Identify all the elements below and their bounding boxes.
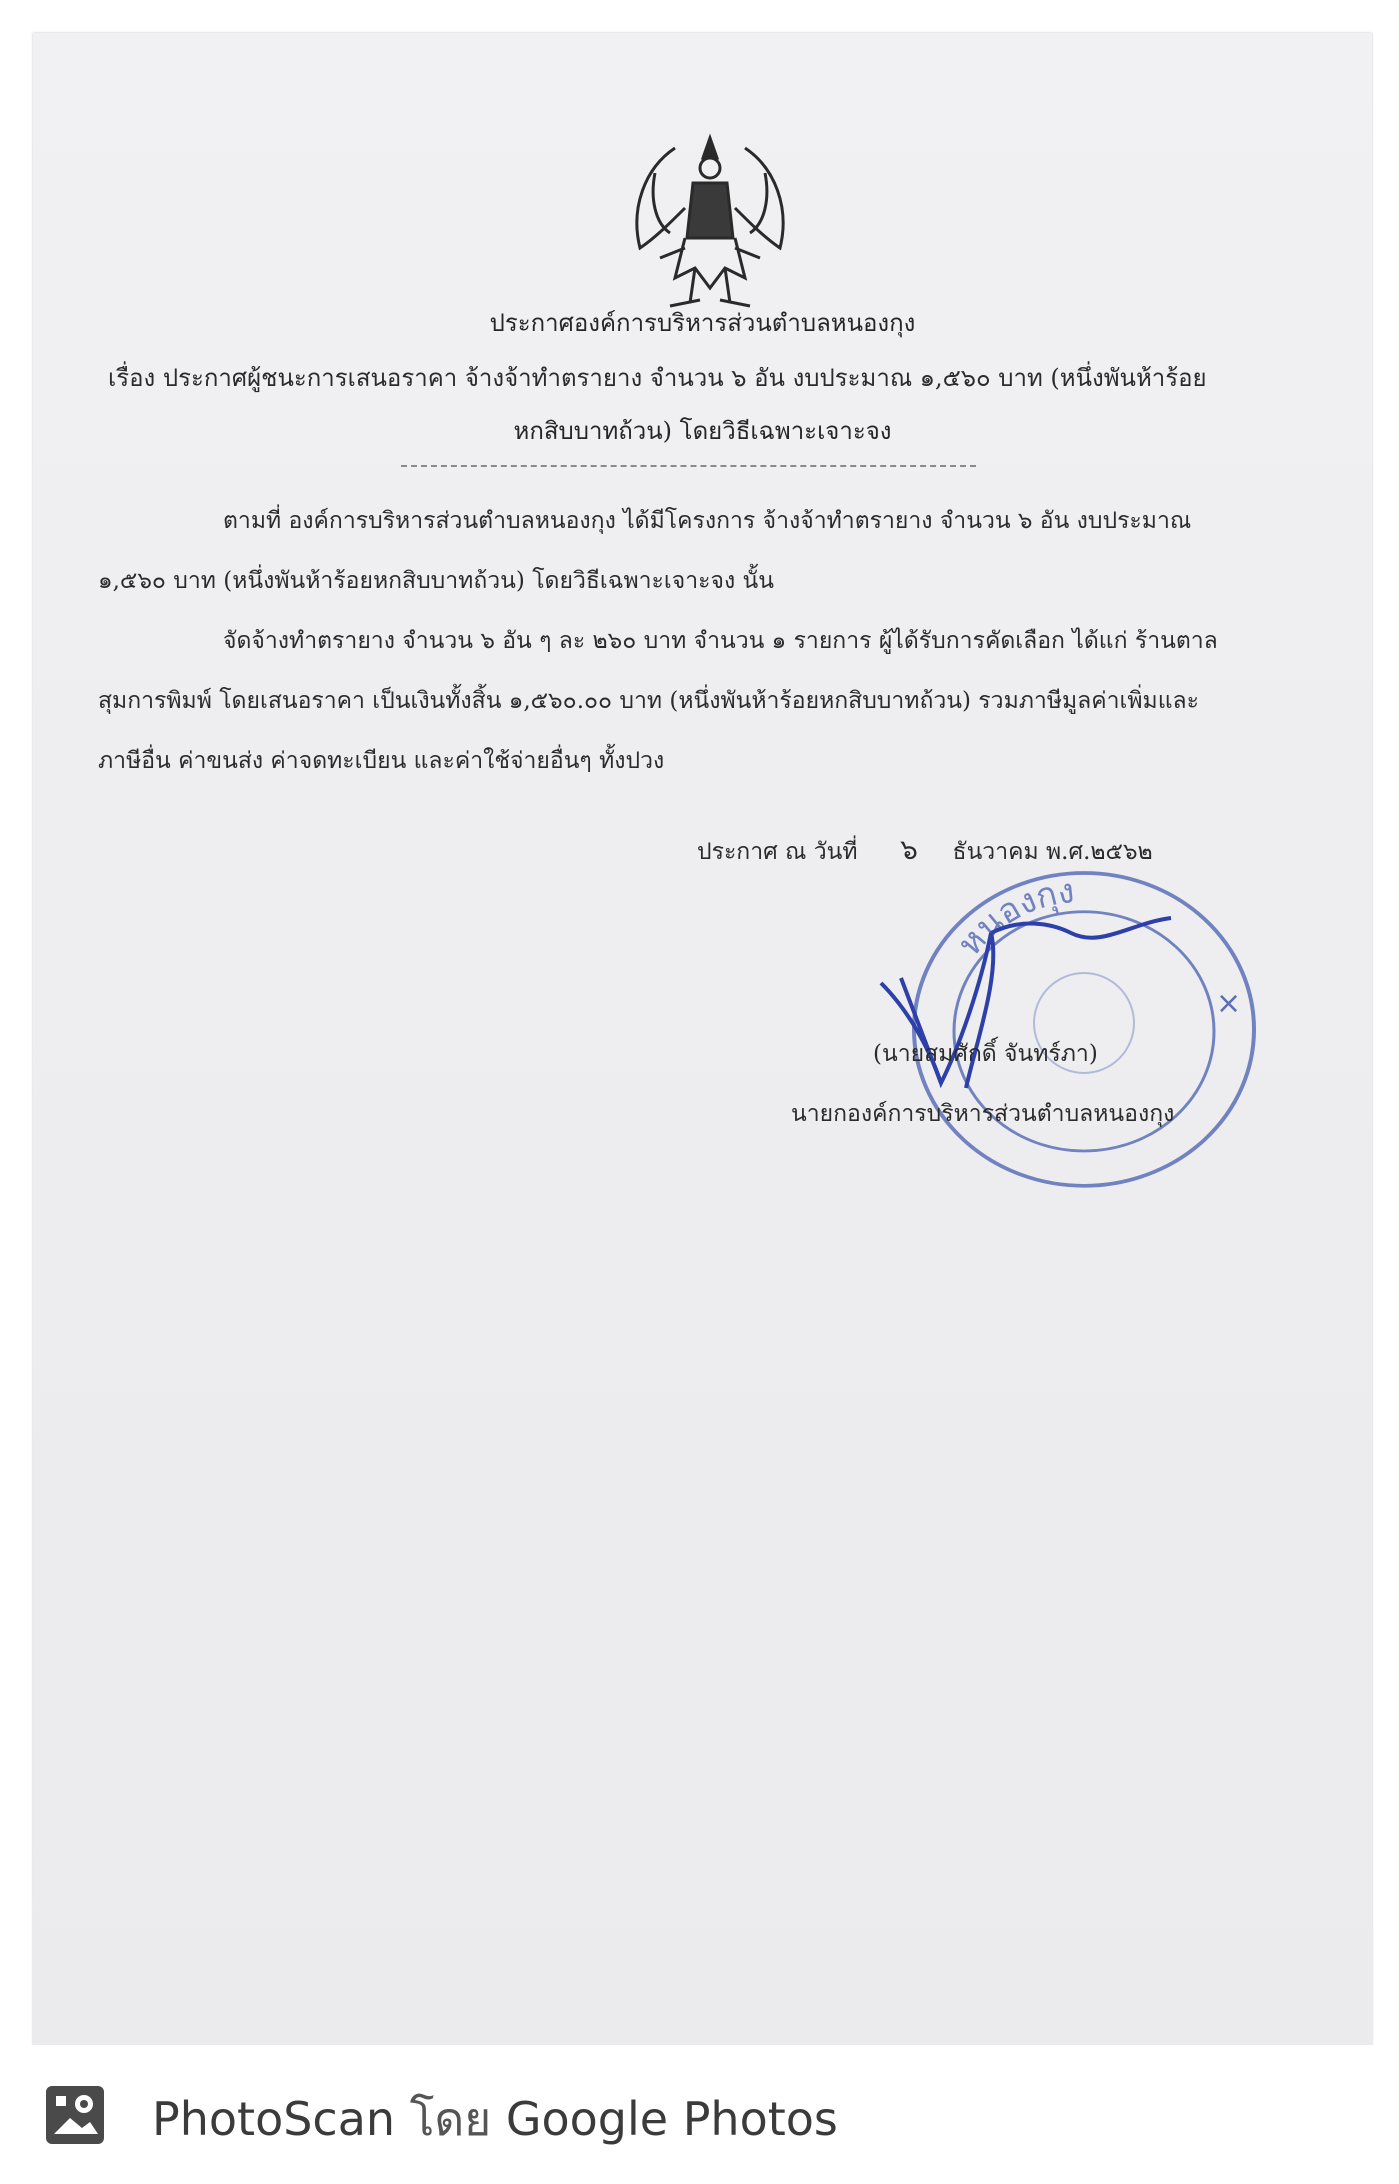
- photoscan-icon: [44, 2084, 106, 2146]
- subject-line-1: เรื่อง ประกาศผู้ชนะการเสนอราคา จ้างจ้าทำตรายาง จำนวน ๖ อัน งบประมาณ ๑,๕๖๐ บาท (หนึ่งพันห้าร้อย: [108, 364, 1207, 392]
- stamp-text: หนองกุง: [949, 871, 1077, 964]
- svg-text:×: ×: [1216, 986, 1242, 1021]
- body-line-2: ๑,๕๖๐ บาท (หนึ่งพันห้าร้อยหกสิบบาทถ้วน) โดยวิธีเฉพาะเจาะจง นั้น: [98, 568, 774, 594]
- body-line-1: ตามที่ องค์การบริหารส่วนตำบลหนองกุง ได้มีโครงการ จ้างจ้าทำตรายาง จำนวน ๖ อัน งบประมาณ: [223, 508, 1192, 534]
- brand-name: Google Photos: [505, 2092, 838, 2146]
- announce-month-year: ธันวาคม พ.ศ.๒๕๖๒: [952, 839, 1153, 865]
- body-line-4: สุมการพิมพ์ โดยเสนอราคา เป็นเงินทั้งสิ้น ๑,๕๖๐.๐๐ บาท (หนึ่งพันห้าร้อยหกสิบบาทถ้วน) รวมภาษีมูลค่าเพิ่มและ: [98, 688, 1199, 714]
- separator-line: [401, 465, 976, 467]
- svg-text:หนองกุง: [950, 871, 1077, 963]
- garuda-emblem: [615, 128, 805, 318]
- announce-date-prefix: ประกาศ ณ วันที่: [697, 839, 858, 865]
- subject-line-2: หกสิบบาทถ้วน) โดยวิธีเฉพาะเจาะจง: [513, 417, 892, 445]
- body-line-3: จัดจ้างทำตรายาง จำนวน ๖ อัน ๆ ละ ๒๖๐ บาท จำนวน ๑ รายการ ผู้ได้รับการคัดเลือก ได้แก่ ร้านตาล: [223, 628, 1218, 654]
- photoscan-caption: [152, 2083, 838, 2156]
- document-header: ประกาศองค์การบริหารส่วนตำบลหนองกุง: [489, 309, 916, 337]
- app-name: PhotoScan: [152, 2092, 396, 2146]
- signer-name: (นายสมศักดิ์ จันทร์ภา): [873, 1041, 1098, 1067]
- signer-title: นายกองค์การบริหารส่วนตำบลหนองกุง: [791, 1101, 1175, 1127]
- body-line-5: ภาษีอื่น ค่าขนส่ง ค่าจดทะเบียน และค่าใช้จ่ายอื่นๆ ทั้งปวง: [98, 748, 665, 774]
- scanned-document: [33, 33, 1372, 2045]
- by-text: โดย: [409, 2092, 492, 2146]
- announce-day: ๖: [900, 833, 918, 866]
